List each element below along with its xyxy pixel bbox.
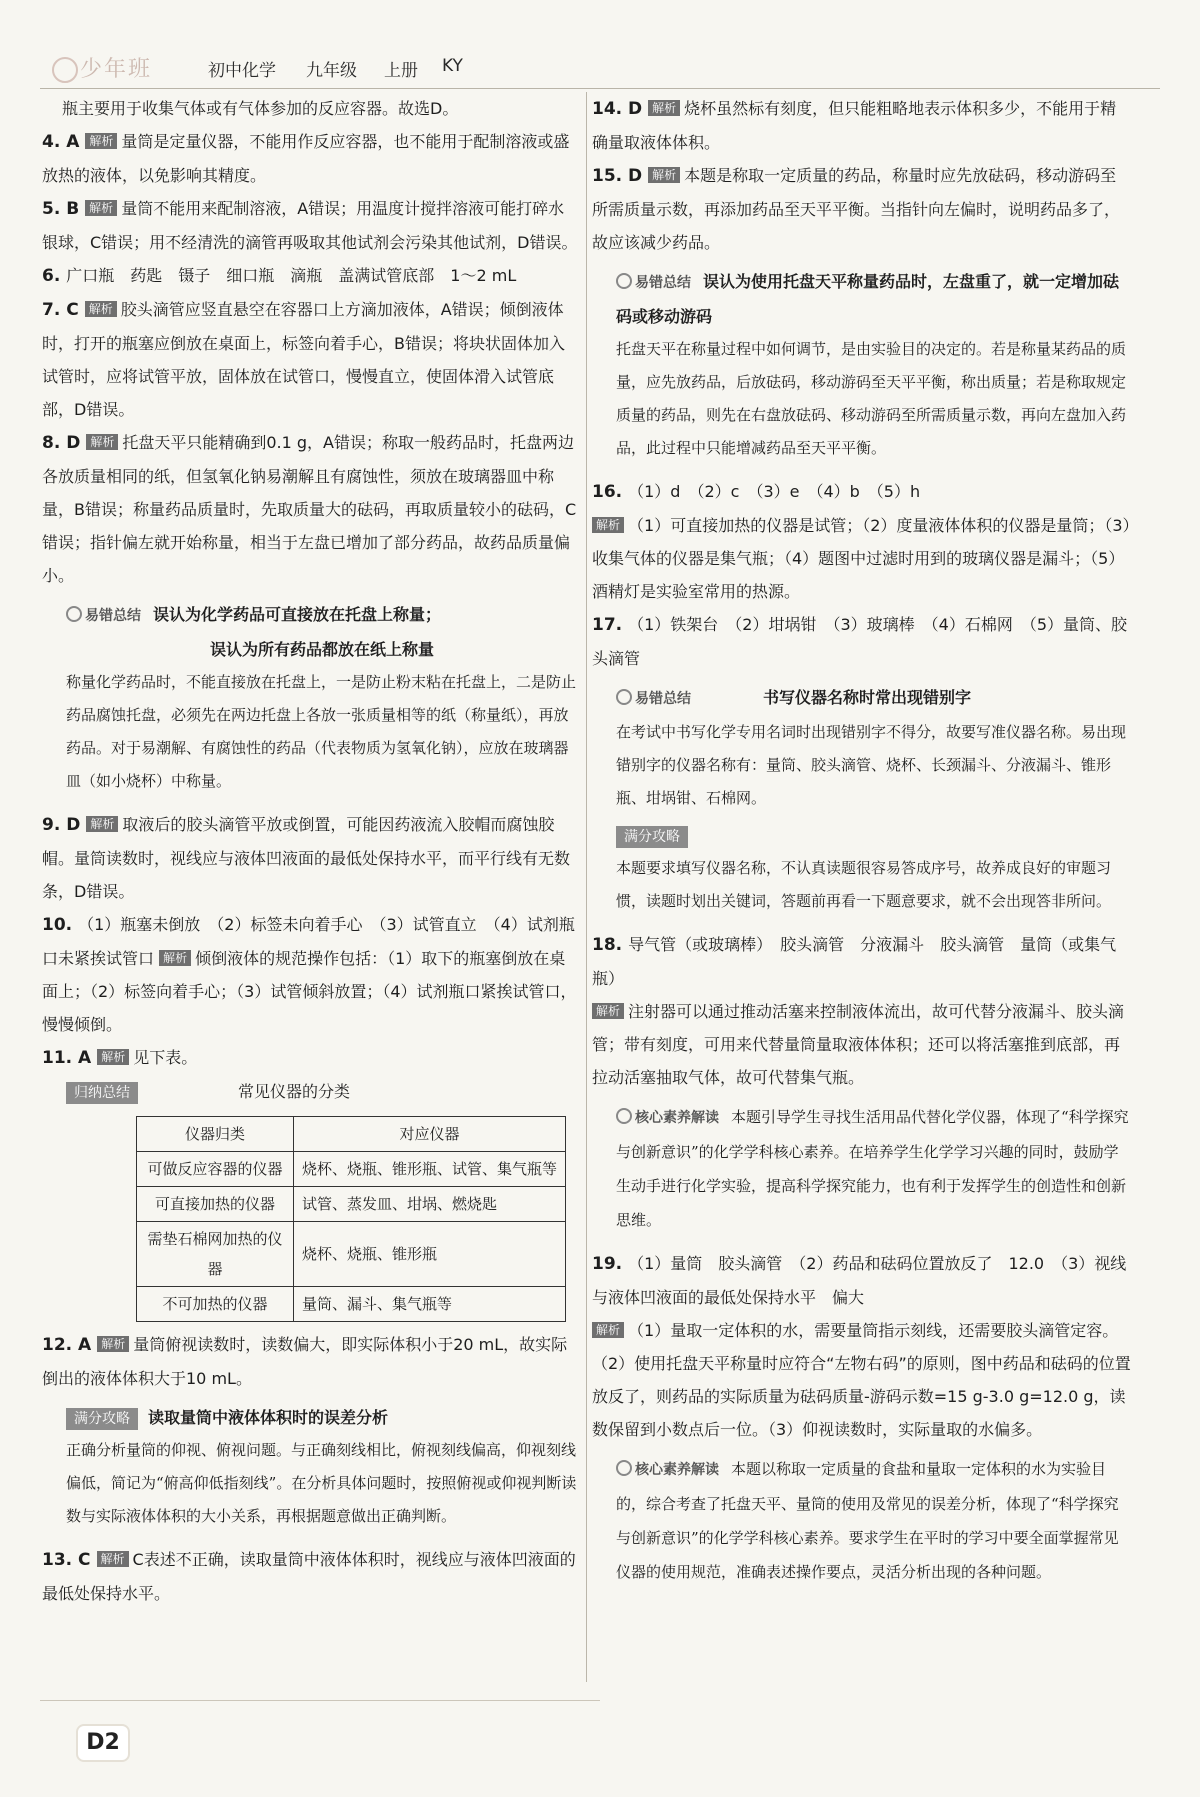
- answer-19: [592, 1247, 1132, 1314]
- box-text: 正确分析量筒的仰视、俯视问题。与正确刻线相比，俯视刻线偏高，仰视刻线偏低，简记为“俯高仰低指刻线”。在分析具体问题时，按照俯视或仰视判断读数与实际液体体积的大小关系，再根据题意做出正确判断。: [66, 1441, 577, 1525]
- header-subject: 初中化学: [208, 61, 276, 81]
- analysis-tag: 解析: [159, 950, 191, 966]
- logo-icon: [52, 57, 78, 83]
- answer-12: [42, 1328, 578, 1395]
- analysis-text: 本题是称取一定质量的药品，称量时应先放砝码，移动游码至所需质量示数，再添加药品至天平平衡。当指针向左偏时，说明药品多了，故应该减少药品。: [592, 166, 1121, 252]
- answer-7: [42, 293, 578, 426]
- error-summary-box: [616, 265, 1132, 465]
- answer-9: [42, 808, 578, 908]
- analysis-text: （1）可直接加热的仪器是试管；（2）度量液体体积的仪器是量筒；（3）收集气体的仪器是集气瓶；（4）题图中过滤时用到的玻璃仪器是漏斗；（5）酒精灯是实验室常用的热源。: [592, 516, 1131, 601]
- analysis-text: 烧杯虽然标有刻度，但只能粗略地表示体积多少，不能用于精确量取液体体积。: [592, 99, 1117, 152]
- column-divider: [586, 92, 587, 1682]
- error-summary-box: [66, 598, 578, 798]
- box-title: 误认为使用托盘天平称量药品时，左盘重了，就一定增加砝码或移动游码: [616, 272, 1120, 326]
- header-edition: KY: [442, 56, 463, 76]
- full-score-tag: 满分攻略: [616, 826, 688, 848]
- box-title: 误认为化学药品可直接放在托盘上称量；: [153, 605, 442, 624]
- answer-text: 广口瓶 药匙 镊子 细口瓶 滴瓶 盖满试管底部 1～2 mL: [66, 266, 517, 285]
- answer-15: [592, 159, 1132, 259]
- answer-text: （1）量筒 胶头滴管 （2）药品和砝码位置放反了 12.0 （3）视线与液体凹液面的最低处保持水平 偏大: [592, 1254, 1127, 1307]
- analysis-tag: 解析: [592, 517, 624, 533]
- table-header-row: [137, 1117, 566, 1152]
- analysis-tag: 解析: [86, 434, 118, 450]
- question-number: 10.: [42, 915, 73, 935]
- table-cell: 需垫石棉网加热的仪器: [137, 1222, 294, 1287]
- analysis-text: （1）量取一定体积的水，需要量筒指示刻线，还需要胶头滴管定容。（2）使用托盘天平称量时应符合“左物右码”的原则，图中药品和砝码的位置放反了，则药品的实际质量为砝码质量-游码示数=15 g-3.0 g=12.0 g，读数保留到小数点后一位。（3）仰视读数时，实际量取的水偏多。: [592, 1321, 1131, 1439]
- analysis-tag: 解析: [85, 133, 117, 149]
- question-number: 16.: [592, 482, 623, 502]
- summary-icon: [616, 273, 632, 289]
- summary-table-block: [66, 1075, 578, 1322]
- brand-logo: [52, 52, 152, 83]
- summary-tag: 归纳总结: [66, 1082, 138, 1104]
- box-text: 称量化学药品时，不能直接放在托盘上，一是防止粉末粘在托盘上，二是防止药品腐蚀托盘，必须先在两边托盘上各放一张质量相等的纸（称量纸），再放药品。对于易潮解、有腐蚀性的药品（代表物质为氢氧化钠），应放在玻璃器皿（如小烧杯）中称量。: [66, 673, 577, 790]
- table-row: [137, 1152, 566, 1187]
- header-volume: 上册: [384, 61, 418, 81]
- analysis-tag: 解析: [86, 816, 118, 832]
- answer-10: [42, 908, 578, 1041]
- analysis-text: 注射器可以通过推动活塞来控制液体流出，故可代替分液漏斗、胶头滴管；带有刻度，可用来代替量筒量取液体体积；还可以将活塞推到底部，再拉动活塞抽取气体，故可代替集气瓶。: [592, 1002, 1125, 1087]
- header-rule: [40, 88, 1160, 89]
- page-header: [0, 52, 1200, 88]
- box-title: 书写仪器名称时常出现错别字: [763, 688, 972, 707]
- box-title-2: 误认为所有药品都放在纸上称量: [209, 640, 434, 659]
- answer-text: （1）瓶塞未倒放 （2）标签未向着手心 （3）试管直立 （4）试剂瓶口未紧挨试管口: [42, 915, 575, 968]
- literacy-icon: [616, 1108, 632, 1124]
- analysis-text: 胶头滴管应竖直悬空在容器口上方滴加液体，A错误；倾倒液体时，打开的瓶塞应倒放在桌面上，标签向着手心，B错误；将块状固体加入试管时，应将试管平放，固体放在试管口，慢慢直立，使固体滑入试管底部，D错误。: [42, 300, 565, 419]
- table-cell: 烧杯、烧瓶、锥形瓶、试管、集气瓶等: [294, 1152, 566, 1187]
- box-text: 本题要求填写仪器名称，不认真读题很容易答成序号，故养成良好的审题习惯，读题时划出关键词，答题前再看一下题意要求，就不会出现答非所问。: [616, 859, 1112, 910]
- table-row: [137, 1222, 566, 1287]
- analysis-text: 量筒不能用来配制溶液，A错误；用温度计搅拌溶液可能打碎水银球，C错误；用不经清洗的滴管再吸取其他试剂会污染其他试剂，D错误。: [42, 199, 578, 252]
- core-literacy-badge: 核心素养解读: [616, 1454, 719, 1487]
- answer-6: [42, 259, 578, 293]
- analysis-tag: 解析: [97, 1049, 129, 1065]
- answer-text: （1）d （2）c （3）e （4）b （5）h: [628, 482, 921, 501]
- analysis-text: 量筒是定量仪器，不能用作反应容器，也不能用于配制溶液或盛放热的液体，以免影响其精度。: [42, 132, 570, 185]
- answer-8: [42, 426, 578, 592]
- logo-text: 少年班: [80, 57, 153, 82]
- analysis-text: 取液后的胶头滴管平放或倒置，可能因药液流入胶帽而腐蚀胶帽。量筒读数时，视线应与液体凹液面的最低处保持水平，而平行线有无数条，D错误。: [42, 815, 571, 901]
- analysis-18: [592, 995, 1132, 1094]
- question-number: 8. D: [42, 433, 81, 453]
- table-cell: 不可加热的仪器: [137, 1287, 294, 1322]
- table-header-cell: 对应仪器: [294, 1117, 566, 1152]
- answer-16: [592, 475, 1132, 509]
- core-literacy-badge: 核心素养解读: [616, 1102, 719, 1135]
- question-number: 18.: [592, 935, 623, 955]
- analysis-text: 见下表。: [133, 1048, 198, 1067]
- question-number: 19.: [592, 1254, 623, 1274]
- table-cell: 可做反应容器的仪器: [137, 1152, 294, 1187]
- answer-18: [592, 928, 1132, 995]
- table-header-cell: 仪器归类: [137, 1117, 294, 1152]
- box-text: 本题引导学生寻找生活用品代替化学仪器，体现了“科学探究与创新意识”的化学学科核心素养。在培养学生化学学习兴趣的同时，鼓励学生动手进行化学实验，提高科学探究能力，也有利于发挥学生的创造性和创新思维。: [616, 1108, 1129, 1229]
- full-score-box: [66, 1401, 578, 1533]
- analysis-tag: 解析: [648, 167, 680, 183]
- answer-5: [42, 192, 578, 259]
- table-cell: 烧杯、烧瓶、锥形瓶: [294, 1222, 566, 1287]
- analysis-tag: 解析: [97, 1336, 129, 1352]
- analysis-tag: 解析: [85, 301, 117, 317]
- answer-11: [42, 1041, 578, 1075]
- question-number: 12. A: [42, 1335, 92, 1355]
- question-number: 15. D: [592, 166, 643, 186]
- analysis-text: 倾倒液体的规范操作包括：（1）取下的瓶塞倒放在桌面上；（2）标签向着手心；（3）试管倾斜放置；（4）试剂瓶口紧挨试管口，慢慢倾倒。: [42, 949, 577, 1034]
- error-summary-badge: 易错总结: [616, 683, 691, 716]
- answer-text: （1）铁架台 （2）坩埚钳 （3）玻璃棒 （4）石棉网 （5）量筒、胶头滴管: [592, 615, 1128, 668]
- answer-13: [42, 1543, 578, 1610]
- analysis-text: C表述不正确，读取量筒中液体体积时，视线应与液体凹液面的最低处保持水平。: [42, 1550, 576, 1603]
- analysis-tag: 解析: [85, 200, 117, 216]
- box-text: 在考试中书写化学专用名词时出现错别字不得分，故要写准仪器名称。易出现错别字的仪器名称有：量筒、胶头滴管、烧杯、长颈漏斗、分液漏斗、锥形瓶、坩埚钳、石棉网。: [616, 723, 1127, 807]
- question-number: 9. D: [42, 815, 81, 835]
- error-summary-badge: 易错总结: [66, 600, 141, 633]
- question-number: 11. A: [42, 1048, 92, 1068]
- table-cell: 试管、蒸发皿、坩埚、燃烧匙: [294, 1187, 566, 1222]
- question-number: 4. A: [42, 132, 80, 152]
- analysis-tag: 解析: [648, 100, 680, 116]
- table-title: 常见仪器的分类: [238, 1082, 351, 1101]
- analysis-16: [592, 509, 1132, 608]
- box-text: 本题以称取一定质量的食盐和量取一定体积的水为实验目的，综合考查了托盘天平、量筒的使用及常见的误差分析，体现了“科学探究与创新意识”的化学学科核心素养。要求学生在平时的学习中要全面掌握常见仪器的使用规范，准确表述操作要点，灵活分析出现的各种问题。: [616, 1460, 1119, 1581]
- analysis-tag: 解析: [592, 1003, 624, 1019]
- table-cell: 量筒、漏斗、集气瓶等: [294, 1287, 566, 1322]
- answer-14: [592, 92, 1132, 159]
- analysis-19: [592, 1314, 1132, 1446]
- box-text: 托盘天平在称量过程中如何调节，是由实验目的决定的。若是称量某药品的质量，应先放药品，后放砝码，移动游码至天平平衡，称出质量；若是称取规定质量的药品，则先在右盘放砝码、移动游码至所需质量示数，再向左盘加入药品，此过程中只能增减药品至天平平衡。: [616, 340, 1127, 457]
- line-top: 瓶主要用于收集气体或有气体参加的反应容器。故选D。: [62, 99, 459, 118]
- box-title: 读取量筒中液体体积时的误差分析: [148, 1408, 389, 1427]
- question-number: 5. B: [42, 199, 80, 219]
- question-number: 14. D: [592, 99, 643, 119]
- question-number: 17.: [592, 615, 623, 635]
- left-column: [42, 92, 578, 1610]
- literacy-icon: [616, 1460, 632, 1476]
- summary-icon: [66, 606, 82, 622]
- analysis-text: 量筒俯视读数时，读数偏大，即实际体积小于20 mL，故实际倒出的液体体积大于10 mL。: [42, 1335, 568, 1388]
- error-summary-badge: 易错总结: [616, 267, 691, 300]
- table-row: [137, 1287, 566, 1322]
- summary-icon: [616, 689, 632, 705]
- analysis-tag: 解析: [592, 1322, 624, 1338]
- right-column: [592, 92, 1132, 1599]
- core-literacy-box: [616, 1452, 1132, 1589]
- question-number: 7. C: [42, 300, 79, 320]
- instrument-table: [136, 1116, 566, 1322]
- core-literacy-box: [616, 1100, 1132, 1237]
- question-number: 6.: [42, 266, 61, 286]
- analysis-tag: 解析: [97, 1551, 129, 1567]
- header-grade: 九年级: [306, 61, 357, 81]
- answer-4: [42, 125, 578, 192]
- footer-rule: [40, 1700, 600, 1701]
- answer-17: [592, 608, 1132, 675]
- answer-text: 导气管（或玻璃棒） 胶头滴管 分液漏斗 胶头滴管 量筒（或集气瓶）: [592, 935, 1117, 988]
- analysis-text: 托盘天平只能精确到0.1 g，A错误；称取一般药品时，托盘两边各放质量相同的纸，但氢氧化钠易潮解且有腐蚀性，须放在玻璃器皿中称量，B错误；称量药品质量时，先取质量大的砝码，再取质量较小的砝码，C错误；指针偏左就开始称量，相当于左盘已增加了部分药品，故药品质量偏小。: [42, 433, 577, 585]
- table-row: [137, 1187, 566, 1222]
- question-number: 13. C: [42, 1550, 91, 1570]
- full-score-tag: 满分攻略: [66, 1408, 138, 1430]
- page-number: D2: [76, 1724, 130, 1762]
- table-cell: 可直接加热的仪器: [137, 1187, 294, 1222]
- error-summary-box: [616, 681, 1132, 918]
